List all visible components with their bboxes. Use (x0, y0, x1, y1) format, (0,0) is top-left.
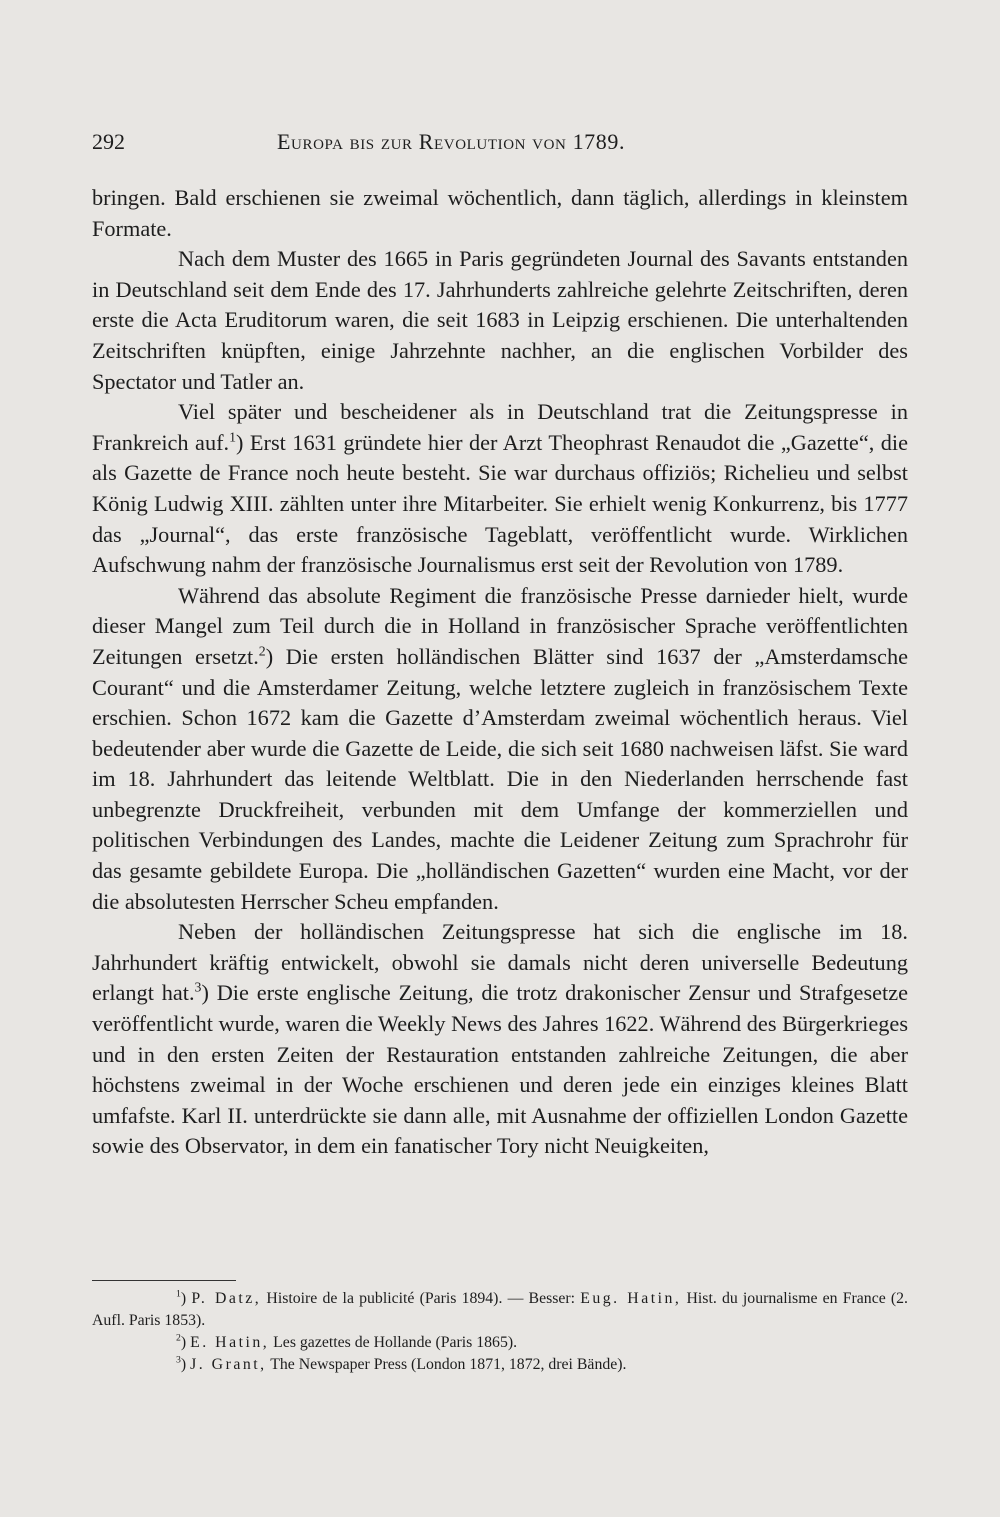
footnote (92, 1332, 908, 1354)
footnote-mark: 2 (176, 1332, 181, 1344)
footnote-mark: 1 (176, 1288, 181, 1300)
footnote-text: The Newspaper Press (London 1871, 1872, drei Bände). (266, 1356, 627, 1373)
footnote-author: J. Grant, (190, 1356, 267, 1373)
footnote-author: Eug. Hatin, (580, 1290, 682, 1307)
paragraph-text: Nach dem Muster des 1665 in Paris gegründeten Journal des Savants entstanden in Deutschland seit dem Ende des 17. Jahrhunderts zahlreiche gelehrte Zeitschriften, deren erste die Acta Eruditorum waren, die seit 1683 in Leipzig erschienen. Die unterhaltenden Zeitschriften knüpften, einige Jahrzehnte nachher, an die englischen Vorbilder des Spectator und Tatler an. (92, 246, 908, 394)
footnote (92, 1288, 908, 1332)
footnote (92, 1354, 908, 1376)
footnote-text: Hist. du journalisme en France (2. Aufl. Paris 1853). (92, 1290, 908, 1329)
main-text (92, 183, 908, 1162)
footnote-text: Histoire de la publicité (Paris 1894). — Besser: (261, 1290, 581, 1307)
paragraph-text: ) Die erste englische Zeitung, die trotz drakonischer Zensur und Strafgesetze veröffentlicht wurde, waren die Weekly News des Jahres 1622. Während des Bürgerkrieges und in den ersten Zeiten der Restauration entstanden zahlreiche Zeitungen, die aber höchstens zweimal in der Woche erschienen und deren jede ein einziges kleines Blatt umfafste. Karl II. unterdrückte sie dann alle, mit Ausnahme der offiziellen London Gazette sowie des Observator, in dem ein fanatischer Tory nicht Neuigkeiten, (92, 980, 909, 1159)
footnotes (92, 1288, 908, 1376)
paragraph-text: Neben der holländischen Zeitungspresse hat sich die englische im 18. Jahrhundert kräftig entwickelt, obwohl sie damals nicht deren universelle Bedeutung erlangt hat. (92, 919, 908, 1006)
paragraph-text: bringen. Bald erschienen sie zweimal wöchentlich, dann täglich, allerdings in kleinstem Formate. (92, 185, 908, 241)
paragraph (92, 397, 908, 581)
footnote-author: P. Datz, (191, 1290, 262, 1307)
paragraph-text: Während das absolute Regiment die französische Presse darnieder hielt, wurde dieser Mangel zum Teil durch die in Holland in französischer Sprache veröffentlichten Zeitungen ersetzt. (92, 582, 908, 669)
page-number: 292 (92, 129, 125, 154)
paragraph (92, 917, 908, 1162)
footnote-mark-close: ) (180, 1290, 187, 1307)
footnote-reference: 3 (194, 980, 202, 996)
paragraph-text: ) Erst 1631 gründete hier der Arzt Theophrast Renaudot die „Gazette“, die als Gazette de France noch heute besteht. Sie war durchaus offiziös; Richelieu und selbst König Ludwig XIII. zählten unter ihre Mitarbeiter. Sie erhielt wenig Konkurrenz, bis 1777 das „Journal“, das erste französische Tageblatt, veröffentlicht wurde. Wirklichen Aufschwung nahm der französische Journalismus erst seit der Revolution von 1789. (92, 429, 908, 578)
footnote-mark: 3 (176, 1354, 181, 1366)
paragraph (92, 183, 908, 244)
footnote-reference: 1 (229, 429, 237, 445)
paragraph (92, 244, 908, 397)
footnote-text: Les gazettes de Hollande (Paris 1865). (269, 1334, 518, 1351)
paragraph-text: Viel später und bescheidener als in Deutschland trat die Zeitungspresse in Frankreich auf. (92, 399, 908, 455)
footnote-mark-close: ) (180, 1334, 187, 1351)
paragraph (92, 581, 908, 918)
running-title: Europa bis zur Revolution von 1789. (277, 129, 626, 154)
footnote-reference: 2 (258, 643, 266, 659)
paragraph-text: ) Die ersten holländischen Blätter sind 1637 der „Amsterdamsche Courant“ und die Amsterdamer Zeitung, welche letztere zugleich in französischem Texte erschien. Schon 1672 kam die Gazette d’Amsterdam zweimal wöchentlich heraus. Viel bedeutender aber wurde die Gazette de Leide, die sich seit 1680 nachweisen läfst. Sie ward im 18. Jahrhundert das leitende Weltblatt. Die in den Niederlanden herrschende fast unbegrenzte Druckfreiheit, verbunden mit dem Umfange der kommerziellen und politischen Verbindungen des Landes, machte die Leidener Zeitung zum Sprachrohr für das gesamte gebildete Europa. Die „holländischen Gazetten“ wurden eine Macht, vor der die absolutesten Herrscher Scheu empfanden. (92, 643, 908, 914)
page-header (92, 128, 912, 160)
footnote-author: E. Hatin, (190, 1334, 270, 1351)
footnote-divider (92, 1280, 236, 1281)
footnote-mark-close: ) (180, 1356, 187, 1373)
